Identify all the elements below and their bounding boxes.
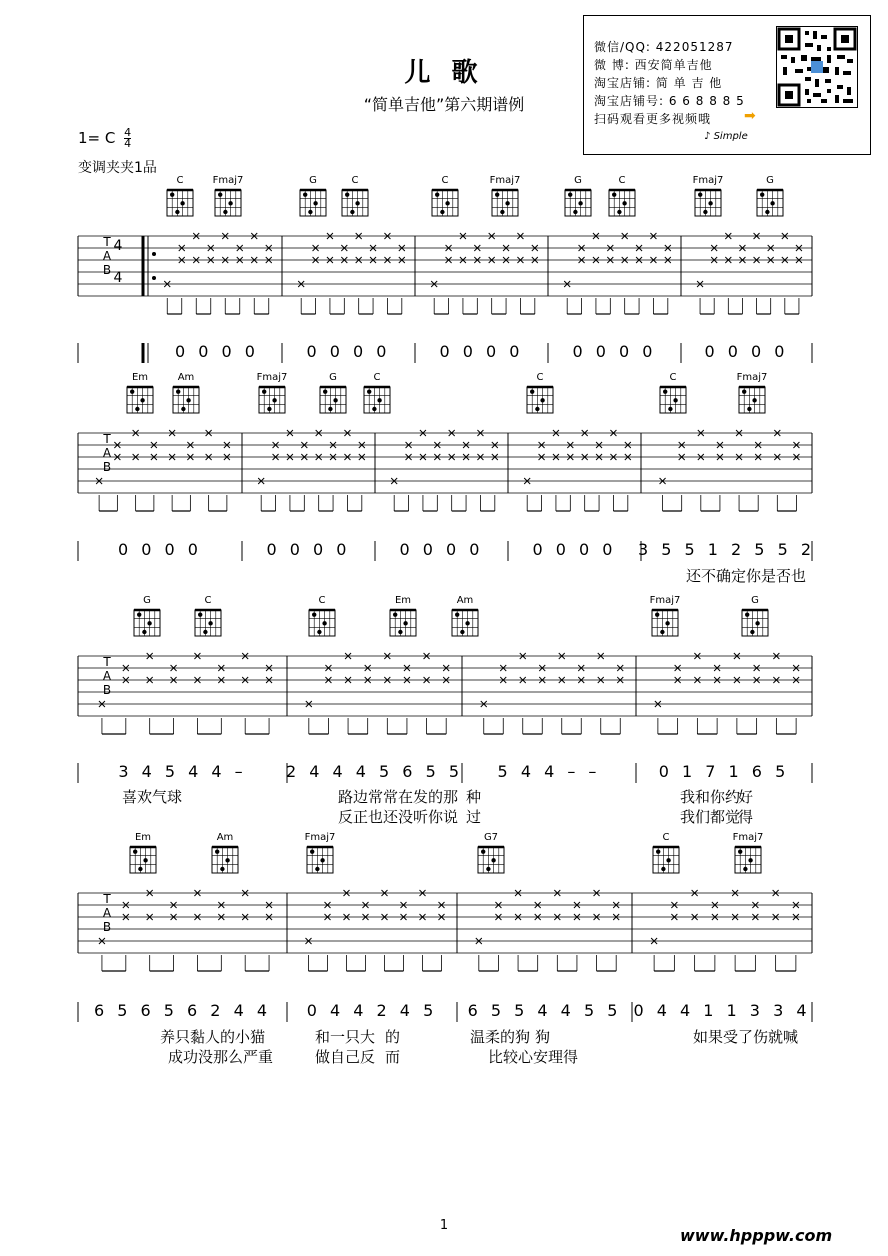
- tab-label: B: [102, 920, 112, 934]
- chord-finger-dot: [612, 192, 616, 196]
- chord-finger-dot: [673, 398, 677, 402]
- chord-finger-dot: [445, 201, 449, 205]
- lyric-verse-1: 养只黏人的小猫: [160, 1028, 266, 1046]
- chord-finger-dot: [142, 630, 146, 634]
- chord-finger-dot: [440, 210, 444, 214]
- chord-finger-dot: [465, 621, 469, 625]
- tab-label: T: [103, 432, 111, 446]
- chord-finger-dot: [147, 621, 151, 625]
- chord-finger-dot: [138, 867, 142, 871]
- tab-label: A: [102, 446, 112, 460]
- chord-finger-dot: [133, 849, 137, 853]
- chord-finger-dot: [175, 210, 179, 214]
- lyric-verse-2: 反正也还没听你说: [338, 808, 459, 826]
- chord-finger-dot: [535, 407, 539, 411]
- chord-finger-dot: [198, 612, 202, 616]
- tab-label: T: [103, 655, 111, 669]
- chord-name: Am: [216, 832, 234, 843]
- chord-finger-dot: [500, 210, 504, 214]
- chord-finger-dot: [578, 201, 582, 205]
- chord-name: Fmaj7: [256, 372, 288, 383]
- tab-label: A: [102, 906, 112, 920]
- lyric-verse-2: 成功没那么严重: [168, 1048, 274, 1066]
- chord-finger-dot: [743, 867, 747, 871]
- chord-finger-dot: [505, 201, 509, 205]
- chord-name: Fmaj7: [212, 175, 244, 186]
- chord-finger-dot: [491, 858, 495, 862]
- chord-finger-dot: [176, 389, 180, 393]
- chord-finger-dot: [742, 389, 746, 393]
- chord-finger-dot: [455, 612, 459, 616]
- chord-name: Em: [394, 595, 412, 606]
- chord-name: Fmaj7: [304, 832, 336, 843]
- notation-measure: 0 0 0 0: [118, 540, 202, 559]
- song-title: 儿 歌: [404, 58, 484, 88]
- chord-finger-dot: [530, 389, 534, 393]
- chord-finger-dot: [315, 867, 319, 871]
- taobao-shop-number-line: 淘宝店铺号: 6 6 8 8 8 5: [594, 94, 745, 108]
- chord-name: Fmaj7: [489, 175, 521, 186]
- notation-measure: 2 4 4 4 5 6 5 5: [285, 762, 464, 781]
- time-numerator: 4: [124, 126, 132, 139]
- notation-measure: 0 0 0 0: [399, 540, 484, 559]
- tab-label: T: [103, 235, 111, 249]
- chord-finger-dot: [750, 630, 754, 634]
- chord-finger-dot: [228, 201, 232, 205]
- chord-finger-dot: [495, 192, 499, 196]
- chord-finger-dot: [617, 210, 621, 214]
- chord-finger-dot: [668, 407, 672, 411]
- tab-label: T: [103, 892, 111, 906]
- song-subtitle: “简单吉他”第六期谱例: [363, 95, 525, 114]
- notation-measure: 5 4 4 – –: [497, 762, 601, 781]
- chord-name: Am: [456, 595, 474, 606]
- lyric-verse-1: 我和你约: [680, 788, 741, 806]
- chord-finger-dot: [303, 192, 307, 196]
- chord-finger-dot: [393, 612, 397, 616]
- notation-measure: 0 0 0 0: [306, 342, 391, 361]
- lyric-verse-1: 喜欢气球: [122, 788, 183, 806]
- chord-finger-dot: [663, 389, 667, 393]
- notation-measure: 0 0 0 0: [439, 342, 524, 361]
- chord-finger-dot: [320, 858, 324, 862]
- chord-finger-dot: [747, 407, 751, 411]
- tab-label: B: [102, 263, 112, 277]
- notation-measure: 6 5 5 4 4 5 5: [467, 1001, 622, 1020]
- lyric-verse-1: 路边常常在发的那: [338, 788, 459, 806]
- chord-name: G7: [483, 832, 499, 843]
- chord-finger-dot: [143, 858, 147, 862]
- chord-finger-dot: [333, 398, 337, 402]
- chord-finger-dot: [760, 192, 764, 196]
- repeat-dot: [152, 252, 156, 256]
- chord-name: Am: [177, 372, 195, 383]
- chord-finger-dot: [313, 201, 317, 205]
- notation-measure: 0 4 4 2 4 5: [306, 1001, 438, 1020]
- tab-label: A: [102, 669, 112, 683]
- chord-finger-dot: [486, 867, 490, 871]
- chord-finger-dot: [140, 398, 144, 402]
- chord-finger-dot: [135, 407, 139, 411]
- chord-name: G: [143, 595, 151, 606]
- chord-name: C: [669, 372, 677, 383]
- chord-finger-dot: [350, 210, 354, 214]
- notation-measure: 0 0 0 0: [532, 540, 617, 559]
- chord-finger-dot: [367, 389, 371, 393]
- scan-prompt-line: 扫码观看更多视频哦: [594, 112, 712, 126]
- chord-finger-dot: [223, 210, 227, 214]
- chord-finger-dot: [698, 192, 702, 196]
- lyric-verse-1: 还不确定你是否也: [686, 567, 807, 585]
- chord-finger-dot: [745, 612, 749, 616]
- lyric-verse-1: 狗: [535, 1028, 551, 1046]
- key-label: 1= C: [78, 129, 116, 147]
- tab-label: B: [102, 683, 112, 697]
- chord-finger-dot: [372, 407, 376, 411]
- chord-name: C: [618, 175, 626, 186]
- notation-measure: 0 1 7 1 6 5: [658, 762, 790, 781]
- lyric-verse-1: 的: [385, 1028, 401, 1046]
- chord-finger-dot: [308, 210, 312, 214]
- chord-finger-dot: [317, 630, 321, 634]
- chord-finger-dot: [655, 612, 659, 616]
- chord-finger-dot: [267, 407, 271, 411]
- chord-finger-dot: [708, 201, 712, 205]
- repeat-dot: [152, 276, 156, 280]
- notation-measure: 3 4 5 4 4 –: [118, 762, 247, 781]
- chord-finger-dot: [181, 407, 185, 411]
- chord-finger-dot: [323, 389, 327, 393]
- chord-finger-dot: [656, 849, 660, 853]
- notation-measure: 6 5 6 5 6 2 4 4: [93, 1001, 272, 1020]
- chord-finger-dot: [220, 867, 224, 871]
- notation-measure: 0 0 0 0: [572, 342, 657, 361]
- notation-measure: 0 0 0 0: [175, 342, 259, 361]
- chord-finger-dot: [225, 858, 229, 862]
- lyric-verse-2: 做自己反: [315, 1048, 376, 1066]
- chord-finger-dot: [215, 849, 219, 853]
- wechat-qq-line: 微信/QQ: 422051287: [594, 40, 734, 54]
- chord-name: C: [204, 595, 212, 606]
- lyric-verse-1: 如果受了伤就喊: [693, 1028, 799, 1046]
- chord-name: G: [751, 595, 759, 606]
- chord-finger-dot: [481, 849, 485, 853]
- chord-finger-dot: [661, 867, 665, 871]
- chord-finger-dot: [262, 389, 266, 393]
- chord-finger-dot: [208, 621, 212, 625]
- chord-finger-dot: [180, 201, 184, 205]
- chord-name: C: [662, 832, 670, 843]
- chord-name: C: [351, 175, 359, 186]
- lyric-verse-1: 种: [466, 788, 482, 806]
- chord-name: Fmaj7: [692, 175, 724, 186]
- chord-finger-dot: [622, 201, 626, 205]
- time-denominator: 4: [124, 137, 132, 150]
- chord-finger-dot: [660, 630, 664, 634]
- notation-measure: 3 5 5 1 2 5 5 2: [637, 540, 816, 559]
- chord-name: G: [766, 175, 774, 186]
- logo-text: Simple: [713, 131, 748, 142]
- lyric-verse-2: 过: [466, 808, 482, 826]
- chord-name: C: [536, 372, 544, 383]
- chord-finger-dot: [345, 192, 349, 196]
- chord-finger-dot: [752, 398, 756, 402]
- chord-name: Em: [134, 832, 152, 843]
- chord-finger-dot: [765, 210, 769, 214]
- chord-finger-dot: [312, 612, 316, 616]
- lyric-verse-1: 好: [738, 788, 754, 806]
- chord-finger-dot: [540, 398, 544, 402]
- taobao-shop-line: 淘宝店铺: 简 单 吉 他: [594, 76, 723, 90]
- chord-finger-dot: [666, 858, 670, 862]
- chord-finger-dot: [310, 849, 314, 853]
- chord-name: Em: [131, 372, 149, 383]
- tab-time-top: 4: [113, 238, 123, 254]
- chord-finger-dot: [748, 858, 752, 862]
- chord-finger-dot: [377, 398, 381, 402]
- chord-finger-dot: [218, 192, 222, 196]
- tab-label: A: [102, 249, 112, 263]
- chord-finger-dot: [130, 389, 134, 393]
- chord-finger-dot: [355, 201, 359, 205]
- lyric-verse-1: 和一只大: [315, 1028, 376, 1046]
- chord-finger-dot: [272, 398, 276, 402]
- guitar-icon: ♪: [704, 131, 711, 142]
- chord-finger-dot: [665, 621, 669, 625]
- page-number: 1: [439, 1218, 449, 1233]
- chord-name: C: [318, 595, 326, 606]
- website-watermark: www.hpppw.com: [680, 1226, 833, 1245]
- chord-finger-dot: [770, 201, 774, 205]
- chord-finger-dot: [435, 192, 439, 196]
- chord-name: G: [329, 372, 337, 383]
- chord-name: Fmaj7: [736, 372, 768, 383]
- chord-finger-dot: [186, 398, 190, 402]
- lyric-verse-2: 我们都觉: [680, 808, 741, 826]
- notation-measure: 0 4 4 1 1 3 3 4: [633, 1001, 811, 1020]
- chord-name: C: [441, 175, 449, 186]
- chord-finger-dot: [738, 849, 742, 853]
- chord-finger-dot: [203, 630, 207, 634]
- lyric-verse-2: 得: [738, 808, 754, 826]
- chord-finger-dot: [460, 630, 464, 634]
- notation-measure: 0 0 0 0: [704, 342, 789, 361]
- chord-name: C: [373, 372, 381, 383]
- chord-name: G: [309, 175, 317, 186]
- lyric-verse-2: 而: [385, 1048, 401, 1066]
- tab-time-bottom: 4: [113, 270, 123, 286]
- capo-note: 变调夹夹1品: [78, 160, 157, 176]
- chord-name: C: [176, 175, 184, 186]
- chord-finger-dot: [755, 621, 759, 625]
- chord-finger-dot: [137, 612, 141, 616]
- lyric-verse-1: 温柔的狗: [470, 1028, 531, 1046]
- chord-name: Fmaj7: [649, 595, 681, 606]
- chord-finger-dot: [703, 210, 707, 214]
- chord-name: Fmaj7: [732, 832, 764, 843]
- chord-finger-dot: [322, 621, 326, 625]
- chord-finger-dot: [573, 210, 577, 214]
- chord-finger-dot: [170, 192, 174, 196]
- weibo-line: 微 博: 西安简单吉他: [594, 58, 713, 72]
- chord-finger-dot: [328, 407, 332, 411]
- chord-finger-dot: [398, 630, 402, 634]
- chord-finger-dot: [568, 192, 572, 196]
- notation-measure: 0 0 0 0: [266, 540, 351, 559]
- arrow-right-icon: ➡: [744, 108, 756, 124]
- lyric-verse-2: 比较心安理得: [488, 1048, 579, 1066]
- tab-label: B: [102, 460, 112, 474]
- chord-name: G: [574, 175, 582, 186]
- chord-finger-dot: [403, 621, 407, 625]
